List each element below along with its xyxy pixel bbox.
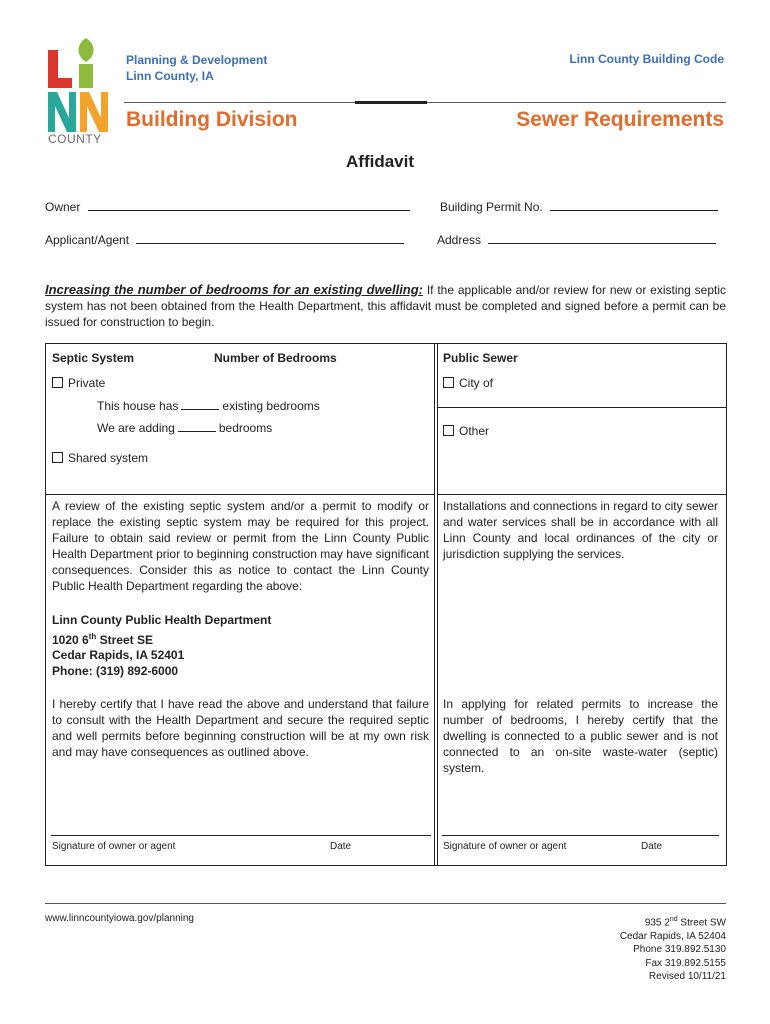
right-date-label: Date xyxy=(641,841,663,852)
right-header-rule xyxy=(437,407,726,408)
applicant-input-line[interactable] xyxy=(136,231,404,244)
city-label: City of xyxy=(459,376,494,390)
house-has-line xyxy=(97,398,320,413)
footer-street: 935 2nd Street SW xyxy=(644,916,726,929)
public-sewer-header: Public Sewer xyxy=(443,351,518,365)
shared-label: Shared system xyxy=(68,451,149,465)
contact-city: Cedar Rapids, IA 52401 xyxy=(52,648,185,662)
header-rule-accent xyxy=(355,101,427,104)
table-divider-2 xyxy=(437,343,438,865)
other-label: Other xyxy=(459,424,490,438)
affidavit-title: Affidavit xyxy=(346,152,414,171)
footer-revised: Revised 10/11/21 xyxy=(648,971,726,983)
permit-label: Building Permit No. xyxy=(440,200,543,214)
septic-header: Septic System xyxy=(52,351,135,365)
city-checkbox[interactable] xyxy=(443,377,454,388)
permit-input-line[interactable] xyxy=(550,198,718,211)
shared-checkbox[interactable] xyxy=(52,452,63,463)
address-input-line[interactable] xyxy=(488,231,716,244)
right-signature-label: Signature of owner or agent xyxy=(443,841,567,852)
intro-heading: Increasing the number of bedrooms for an existing dwelling: xyxy=(45,282,424,297)
owner-input-line[interactable] xyxy=(88,198,410,211)
city-option[interactable] xyxy=(443,376,493,390)
private-checkbox[interactable] xyxy=(52,377,63,388)
other-checkbox[interactable] xyxy=(443,425,454,436)
right-signature-line[interactable] xyxy=(442,835,719,836)
left-options-rule xyxy=(45,494,435,495)
department-name: Planning & Development xyxy=(126,53,268,67)
footer-url[interactable]: www.linncountyiowa.gov/planning xyxy=(45,913,194,924)
department-location: Linn County, IA xyxy=(126,69,214,83)
code-title: Linn County Building Code xyxy=(569,52,724,66)
left-certification: I hereby certify that I have read the above and understand that failure to consult with the Health Department and secure the required septic and well permits before beginning construction will be at my own risk and may have consequences as outlined above. xyxy=(52,697,429,759)
bedrooms-header: Number of Bedrooms xyxy=(214,351,337,365)
added-bedrooms-input[interactable] xyxy=(178,420,216,432)
left-signature-label: Signature of owner or agent xyxy=(52,841,176,852)
intro-text: If the applicable and/or review for new or existing septic system has not been obtained from the Health Department, this affidavit must be completed and signed before a permit can be issued for construction to begin. xyxy=(45,283,727,329)
other-option[interactable] xyxy=(443,424,489,438)
footer-rule xyxy=(45,903,726,904)
footer-phone: Phone 319.892.5130 xyxy=(633,944,726,956)
intro-paragraph xyxy=(45,282,726,330)
footer-fax: Fax 319.892.5155 xyxy=(645,957,726,969)
permit-field[interactable] xyxy=(440,198,718,214)
right-certification: In applying for related permits to increase the number of bedrooms, I hereby certify that the dwelling is connected to a public sewer and is not connected to an on-site waste-water (septic) system. xyxy=(443,697,718,775)
left-date-label: Date xyxy=(330,841,352,852)
topic-title: Sewer Requirements xyxy=(516,108,724,131)
linn-county-logo xyxy=(46,36,116,148)
left-signature-line[interactable] xyxy=(51,835,431,836)
private-label: Private xyxy=(68,376,106,390)
table-divider xyxy=(434,343,435,865)
applicant-label: Applicant/Agent xyxy=(45,233,130,247)
installation-notice: Installations and connections in regard to city sewer and water services shall be in accordance with all Linn County and local ordinances of the city or jurisdiction supplying the services. xyxy=(443,499,718,561)
adding-line xyxy=(97,420,272,435)
house-has-label: This house has xyxy=(97,399,179,413)
review-notice: A review of the existing septic system and/or a permit to modify or replace the existing septic system may be required for this project. Failure to obtain said review or permit from the Linn County Public Health Department prior to beginning construction may have significant consequences. Consider this as notice to contact the Linn County Public Health Department regarding the above: xyxy=(52,499,429,593)
address-field[interactable] xyxy=(437,231,716,247)
adding-suffix: bedrooms xyxy=(218,421,273,435)
contact-street: 1020 6th Street SE xyxy=(52,631,153,647)
existing-bedrooms-input[interactable] xyxy=(181,398,219,410)
shared-option[interactable] xyxy=(52,451,148,465)
footer-city: Cedar Rapids, IA 52404 xyxy=(619,930,726,942)
right-options-rule xyxy=(437,494,726,495)
owner-field[interactable] xyxy=(45,198,410,214)
adding-label: We are adding xyxy=(97,421,175,435)
department-block xyxy=(126,52,267,84)
footer-address xyxy=(620,913,726,984)
division-title: Building Division xyxy=(126,108,298,131)
contact-name: Linn County Public Health Department xyxy=(52,613,272,627)
private-option[interactable] xyxy=(52,376,105,390)
contact-phone: Phone: (319) 892-6000 xyxy=(52,663,179,678)
logo-county-word: COUNTY xyxy=(48,132,102,146)
house-has-suffix: existing bedrooms xyxy=(222,399,320,413)
health-dept-contact xyxy=(52,613,271,679)
owner-label: Owner xyxy=(45,200,81,214)
address-label: Address xyxy=(437,233,482,247)
applicant-field[interactable] xyxy=(45,231,404,247)
